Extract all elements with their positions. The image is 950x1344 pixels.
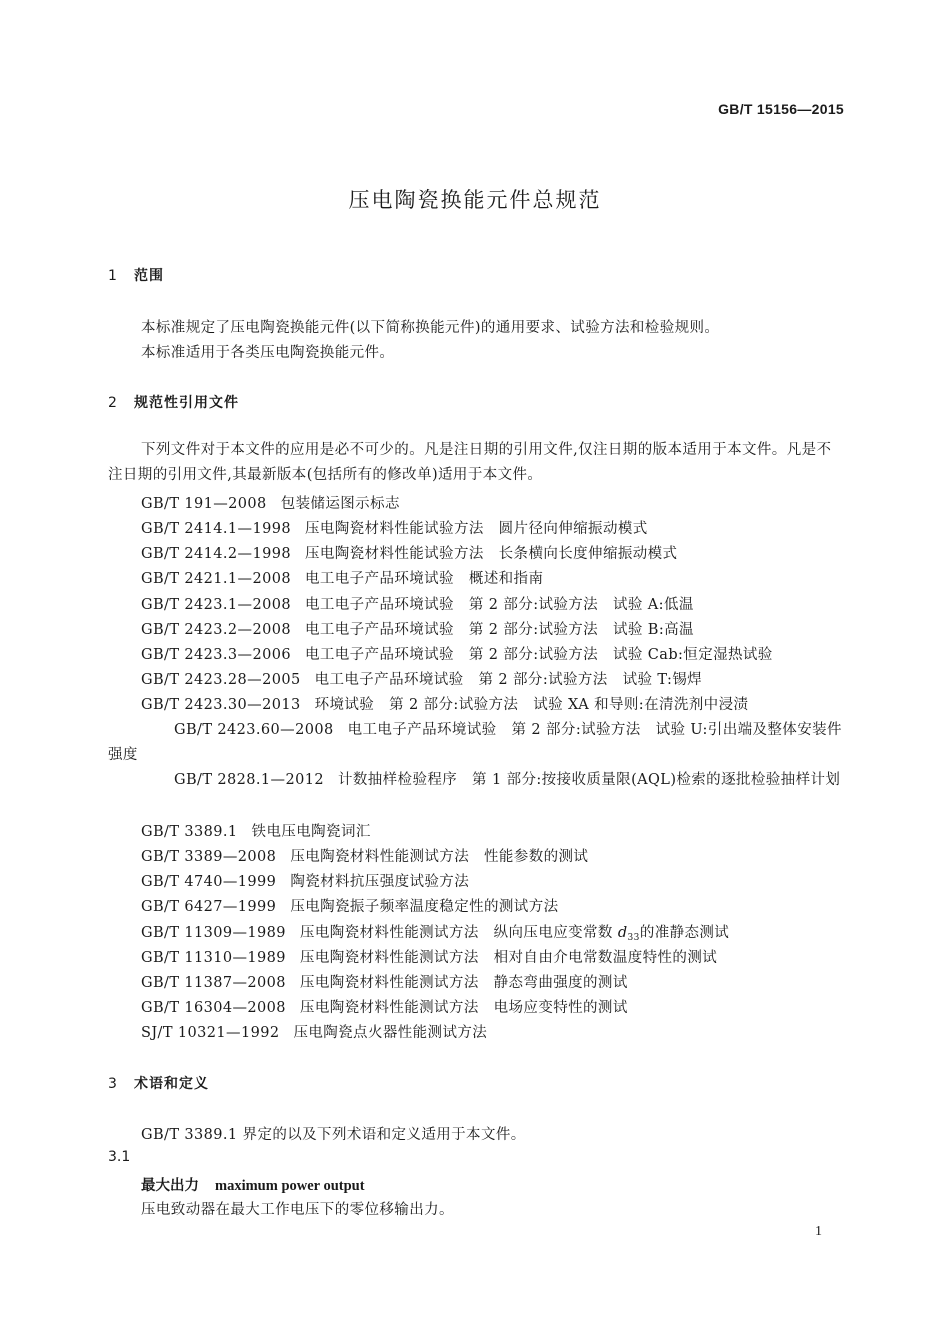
section-1-para-1: 本标准规定了压电陶瓷换能元件(以下简称换能元件)的通用要求、试验方法和检验规则。 — [141, 320, 720, 336]
section-label: 规范性引用文件 — [134, 395, 239, 411]
reference-title: 压电陶瓷材料性能测试方法 电场应变特性的测试 — [299, 1000, 628, 1016]
reference-title: 压电陶瓷振子频率温度稳定性的测试方法 — [290, 899, 559, 915]
reference-item — [141, 643, 773, 664]
section-1-heading — [108, 265, 164, 285]
reference-title: 电工电子产品环境试验 第 2 部分:试验方法 试验 B:高温 — [304, 622, 694, 638]
section-3-heading — [108, 1073, 209, 1093]
reference-item — [141, 693, 748, 714]
section-label: 术语和定义 — [134, 1076, 209, 1092]
section-3-intro: GB/T 3389.1 界定的以及下列术语和定义适用于本文件。 — [141, 1127, 526, 1143]
reference-title: 压电陶瓷材料性能测试方法 静态弯曲强度的测试 — [299, 975, 628, 991]
reference-item — [141, 820, 371, 841]
reference-title: 压电陶瓷材料性能试验方法 圆片径向伸缩振动模式 — [304, 521, 648, 537]
reference-item — [108, 718, 844, 768]
reference-title: 环境试验 第 2 部分:试验方法 试验 XA 和导则:在清洗剂中浸渍 — [314, 697, 749, 713]
section-number: 1 — [108, 268, 117, 284]
term-definition: 压电致动器在最大工作电压下的零位移输出力。 — [141, 1202, 454, 1218]
reference-code: GB/T 11387—2008 — [141, 975, 286, 991]
reference-code: GB/T 6427—1999 — [141, 899, 277, 915]
reference-item — [141, 845, 588, 866]
reference-code: GB/T 3389—2008 — [141, 849, 277, 865]
section-number: 3 — [108, 1076, 117, 1092]
reference-code: GB/T 2423.3—2006 — [141, 647, 291, 663]
reference-title: 压电陶瓷材料性能测试方法 相对自由介电常数温度特性的测试 — [299, 950, 718, 966]
reference-item — [141, 921, 729, 943]
term-chinese: 最大出力 — [141, 1178, 199, 1194]
standard-number: GB/T 15156—2015 — [718, 101, 844, 117]
reference-code: GB/T 2414.2—1998 — [141, 546, 291, 562]
reference-title: 电工电子产品环境试验 第 2 部分:试验方法 试验 T:锡焊 — [314, 672, 703, 688]
section-2-heading — [108, 392, 239, 412]
reference-item — [141, 946, 717, 967]
reference-item — [108, 768, 844, 793]
reference-code: GB/T 3389.1 — [141, 824, 238, 840]
reference-title: 计数抽样检验程序 第 1 部分:按接收质量限(AQL)检索的逐批检验抽样计划 — [337, 772, 841, 788]
reference-item — [141, 1021, 487, 1042]
reference-item — [141, 895, 559, 916]
reference-item — [141, 870, 469, 891]
reference-title: 压电陶瓷材料性能测试方法 性能参数的测试 — [290, 849, 589, 865]
reference-code: GB/T 191—2008 — [141, 496, 267, 512]
reference-code: GB/T 2423.1—2008 — [141, 597, 291, 613]
reference-title: 压电陶瓷材料性能测试方法 纵向压电应变常数 $d_{33}$的准静态测试 — [299, 925, 730, 943]
reference-title: 压电陶瓷点火器性能测试方法 — [293, 1025, 488, 1041]
reference-item — [141, 593, 694, 614]
reference-title: 电工电子产品环境试验 第 2 部分:试验方法 试验 U:引出端及整体安装件强度 — [108, 722, 842, 763]
reference-title: 铁电压电陶瓷词汇 — [251, 824, 371, 840]
reference-code: GB/T 2828.1—2012 — [174, 772, 324, 788]
reference-code: GB/T 2421.1—2008 — [141, 571, 291, 587]
reference-title: 电工电子产品环境试验 第 2 部分:试验方法 试验 Cab:恒定湿热试验 — [304, 647, 773, 663]
reference-item — [141, 971, 628, 992]
section-label: 范围 — [134, 268, 164, 284]
term-number: 3.1 — [108, 1149, 131, 1165]
reference-title: 包装储运图示标志 — [280, 496, 400, 512]
reference-code: GB/T 2423.28—2005 — [141, 672, 301, 688]
term-english: maximum power output — [215, 1178, 365, 1194]
document-title: 压电陶瓷换能元件总规范 — [348, 188, 602, 212]
reference-code: GB/T 11310—1989 — [141, 950, 286, 966]
reference-code: GB/T 4740—1999 — [141, 874, 277, 890]
reference-title: 电工电子产品环境试验 概述和指南 — [304, 571, 544, 587]
reference-code: GB/T 2414.1—1998 — [141, 521, 291, 537]
reference-item — [141, 668, 702, 689]
reference-title: 压电陶瓷材料性能试验方法 长条横向长度伸缩振动模式 — [304, 546, 678, 562]
reference-code: GB/T 2423.2—2008 — [141, 622, 291, 638]
reference-code: SJ/T 10321—1992 — [141, 1025, 280, 1041]
page-number: 1 — [815, 1224, 822, 1239]
reference-code: GB/T 16304—2008 — [141, 1000, 286, 1016]
reference-item — [141, 492, 400, 513]
reference-code: GB/T 2423.30—2013 — [141, 697, 301, 713]
reference-code: GB/T 2423.60—2008 — [174, 722, 334, 738]
section-2-intro: 下列文件对于本文件的应用是必不可少的。凡是注日期的引用文件,仅注日期的版本适用于本文件。凡是不注日期的引用文件,其最新版本(包括所有的修改单)适用于本文件。 — [108, 442, 832, 483]
section-1-para-2: 本标准适用于各类压电陶瓷换能元件。 — [141, 345, 395, 361]
reference-item — [141, 996, 628, 1017]
reference-item — [141, 567, 543, 588]
term-heading — [141, 1174, 365, 1195]
reference-title: 陶瓷材料抗压强度试验方法 — [290, 874, 470, 890]
reference-item — [141, 517, 648, 538]
section-number: 2 — [108, 395, 117, 411]
reference-code: GB/T 11309—1989 — [141, 925, 286, 941]
reference-title: 电工电子产品环境试验 第 2 部分:试验方法 试验 A:低温 — [304, 597, 694, 613]
reference-item — [141, 618, 694, 639]
reference-item — [141, 542, 677, 563]
